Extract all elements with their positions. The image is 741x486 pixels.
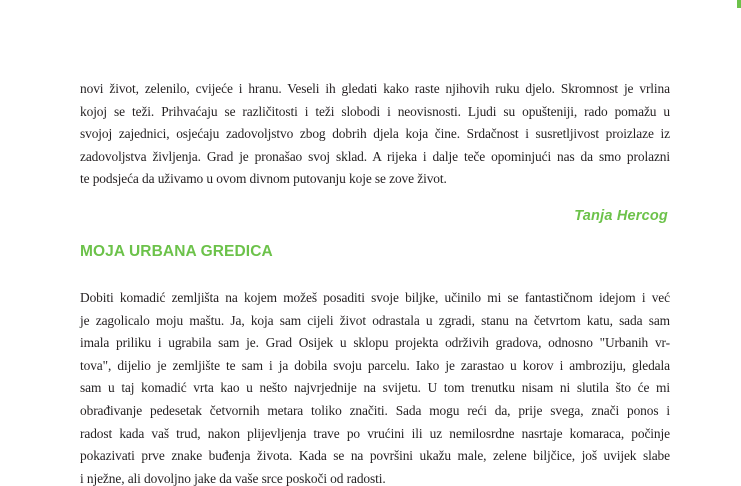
- paragraph-line: tova", dijelio je zemljište te sam i ja dobila svoju parcelu. Iako je zarastao u korov i ambroziju, gledala: [80, 357, 670, 373]
- paragraph-line: i nježne, ali dovoljno jake da vaše srce poskoči od radosti.: [80, 470, 386, 486]
- corner-accent-mark: [737, 0, 741, 8]
- paragraph-line: Dobiti komadić zemljišta na kojem možeš posaditi svoje biljke, učinilo mi se fantastičnom idejom i već: [80, 290, 670, 305]
- paragraph-line: radost kada vaš trud, nakon plijevljenja trave po vrućini ili uz nemilosrdne nasrtaje komaraca, počinje: [80, 425, 670, 441]
- paragraph-line: te podsjeća da uživamo u ovom divnom putovanju koje se zove život.: [80, 171, 447, 187]
- paragraph-line: svojoj zajednici, osjećaju zadovoljstvo zbog dobrih djela koja čine. Srdačnost i susretljivost proizlaze iz: [80, 126, 670, 142]
- paragraph-line: kojoj se teži. Prihvaćaju se različitosti i teži slobodi i neovisnosti. Ljudi su opušteniji, rado pomažu u: [80, 103, 670, 119]
- article-closing-paragraph: [80, 78, 670, 191]
- paragraph-line: zadovoljstva življenja. Grad je pronašao svoj sklad. A rijeka i dalje teče opominjući nas da smo prolazni: [80, 148, 670, 164]
- paragraph-line: pokazivati prve znake buđenja života. Kada se na površini ukažu male, zelene biljčice, još uvijek slabe: [80, 448, 670, 464]
- paragraph-line: je zagolicalo moju maštu. Ja, koja sam cijeli život odrastala u zgradi, stanu na četvrtom katu, sada sam: [80, 312, 670, 328]
- paragraph-line: novi život, zelenilo, cvijeće i hranu. Veseli ih gledati kako raste njihovih ruku djelo. Skromnost je vrlina: [80, 81, 670, 96]
- paragraph-line: obrađivanje pedesetak četvornih metara toliko značiti. Sada mogu reći da, prije svega, znači ponos i: [80, 402, 670, 418]
- paragraph-line: imala priliku i ugrabila sam je. Grad Osijek u sklopu projekta održivih gradova, odnosno "Urbanih vr-: [80, 335, 670, 351]
- section-heading: MOJA URBANA GREDICA: [80, 243, 273, 260]
- author-signature: Tanja Hercog: [574, 208, 668, 224]
- section-body-paragraph: [80, 287, 670, 486]
- paragraph-line: sam u taj komadić vrta kao u nešto najvrjednije na svijetu. U tom trenutku nisam ni slutila što će mi: [80, 380, 670, 396]
